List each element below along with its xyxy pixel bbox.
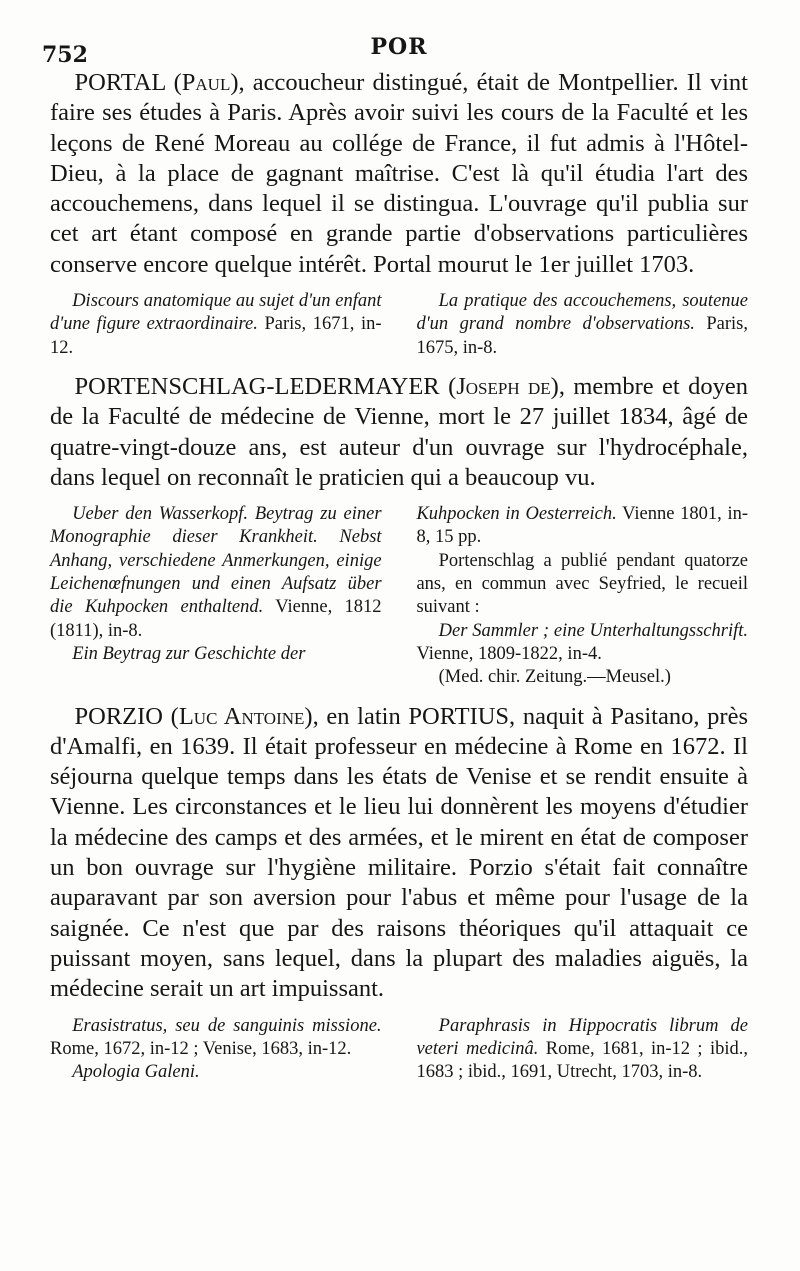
entry-body: [50, 68, 748, 280]
bibliography-item: [50, 1061, 382, 1084]
entries-container: [50, 68, 748, 1084]
bibliography: [50, 290, 748, 360]
work-title: Apologia Galeni.: [72, 1062, 200, 1083]
work-title: La pratique des accouchemens, soutenue d'un grand nombre d'observations.: [416, 291, 748, 335]
entry-body: [50, 702, 748, 1005]
biblio-right-column: [416, 503, 748, 689]
work-details: (Med. chir. Zeitung.—Meusel.): [438, 667, 671, 688]
bibliography-item: [50, 503, 382, 643]
work-title: Ueber den Wasserkopf. Beytrag zu einer Monographie dieser Krankheit. Nebst Anhang, verschiedene Anmerkungen, einige Leichenœfnungen und einen Aufsatz über die Kuhpocken enthaltend.: [50, 504, 382, 618]
bibliography: [50, 1015, 748, 1085]
entry-text: , accoucheur distingué, était de Montpellier. Il vint faire ses études à Paris. Après avoir suivi les cours de la Faculté et les leçons de René Moreau au collége de France, il fut admis à l'Hôtel-Dieu, à la place de gagnant maîtrise. C'est là qu'il étudia l'art des accouchemens, dans lequel il se distingua. L'ouvrage qu'il publia sur cet art étant composé en grande partie d'observations particulières conserve encore quelque intérêt. Portal mourut le 1er juillet 1703.: [50, 69, 748, 278]
biblio-left-column: [50, 290, 382, 360]
work-details: Rome, 1672, in-12 ; Venise, 1683, in-12.: [50, 1038, 352, 1059]
entry-text: , membre et doyen de la Faculté de médecine de Vienne, mort le 27 juillet 1834, âgé de quatre-vingt-douze ans, est auteur d'un ouvrage sur l'hydrocéphale, dans lequel on reconnaît le praticien qui a beaucoup vu.: [50, 372, 748, 491]
work-details: Paris, 1675, in-8.: [416, 314, 749, 358]
bibliography-item: [416, 503, 748, 550]
biblio-right-column: [416, 290, 748, 360]
work-title: Erasistratus, seu de sanguinis missione.: [72, 1015, 382, 1036]
entry-body: [50, 372, 748, 493]
entry-forename: (Joseph de): [448, 372, 559, 400]
entry-portenschlag-ledermayer: [50, 372, 748, 690]
entry-porzio: [50, 702, 748, 1085]
work-details: Paris, 1671, in-12.: [50, 314, 382, 358]
work-title: Ein Beytrag zur Geschichte der: [72, 643, 306, 664]
work-title: Der Sammler ; eine Unterhaltungsschrift.: [438, 620, 748, 641]
running-head: [42, 30, 748, 68]
work-title: Paraphrasis in Hippocratis librum de veteri medicinâ.: [416, 1015, 748, 1059]
bibliography-item: [416, 1015, 748, 1085]
work-details: Portenschlag a publié pendant quatorze ans, en commun avec Seyfried, le recueil suivant :: [416, 550, 748, 618]
bibliography-item: [50, 290, 382, 360]
entry-forename: (Luc Antoine): [170, 702, 313, 730]
bibliography-item: [50, 643, 382, 666]
entry-headword: PORTAL: [74, 69, 166, 96]
bibliography-item: [416, 550, 748, 620]
work-details: Vienne, 1809-1822, in-4.: [416, 643, 602, 664]
work-title: Discours anatomique au sujet d'un enfant d'une figure extraordinaire.: [50, 291, 382, 335]
page-number: 752: [42, 42, 88, 68]
biblio-right-column: [416, 1015, 748, 1085]
entry-forename: (Paul): [173, 69, 239, 96]
bibliography-item: [416, 666, 748, 689]
bibliography: [50, 503, 748, 689]
work-details: Rome, 1681, in-12 ; ibid., 1683 ; ibid., 1691, Utrecht, 1703, in-8.: [416, 1038, 748, 1083]
entry-text: , en latin PORTIUS, naquit à Pasitano, près d'Amalfi, en 1639. Il était professeur en médecine à Rome en 1672. Il séjourna quelque temps dans les états de Venise et se rendit ensuite à Vienne. Les circonstances et le lieu lui donnèrent les moyens d'étudier la médecine des camps et des armées, et le mirent en état de composer un bon ouvrage sur l'hygiène militaire. Porzio s'était fait connaître auparavant par son aversion pour l'abus et même pour l'usage de la saignée. Ce n'est que par des raisons théoriques qu'il attaquait ce puissant moyen, sans lequel, dans la plupart des maladies aiguës, la médecine serait un art impuissant.: [50, 702, 748, 1003]
entry-headword: PORTENSCHLAG-LEDERMAYER: [74, 372, 440, 400]
biblio-left-column: [50, 503, 382, 689]
bibliography-item: [416, 290, 748, 360]
entry-portal: [50, 68, 748, 360]
work-title: Kuhpocken in Oesterreich.: [416, 504, 617, 525]
bibliography-item: [416, 620, 748, 667]
biblio-left-column: [50, 1015, 382, 1085]
work-details: Vienne, 1812 (1811), in-8.: [50, 597, 382, 641]
entry-headword: PORZIO: [74, 702, 163, 730]
running-title: POR: [370, 34, 428, 60]
bibliography-item: [50, 1015, 382, 1062]
work-details: Vienne 1801, in-8, 15 pp.: [416, 504, 749, 548]
